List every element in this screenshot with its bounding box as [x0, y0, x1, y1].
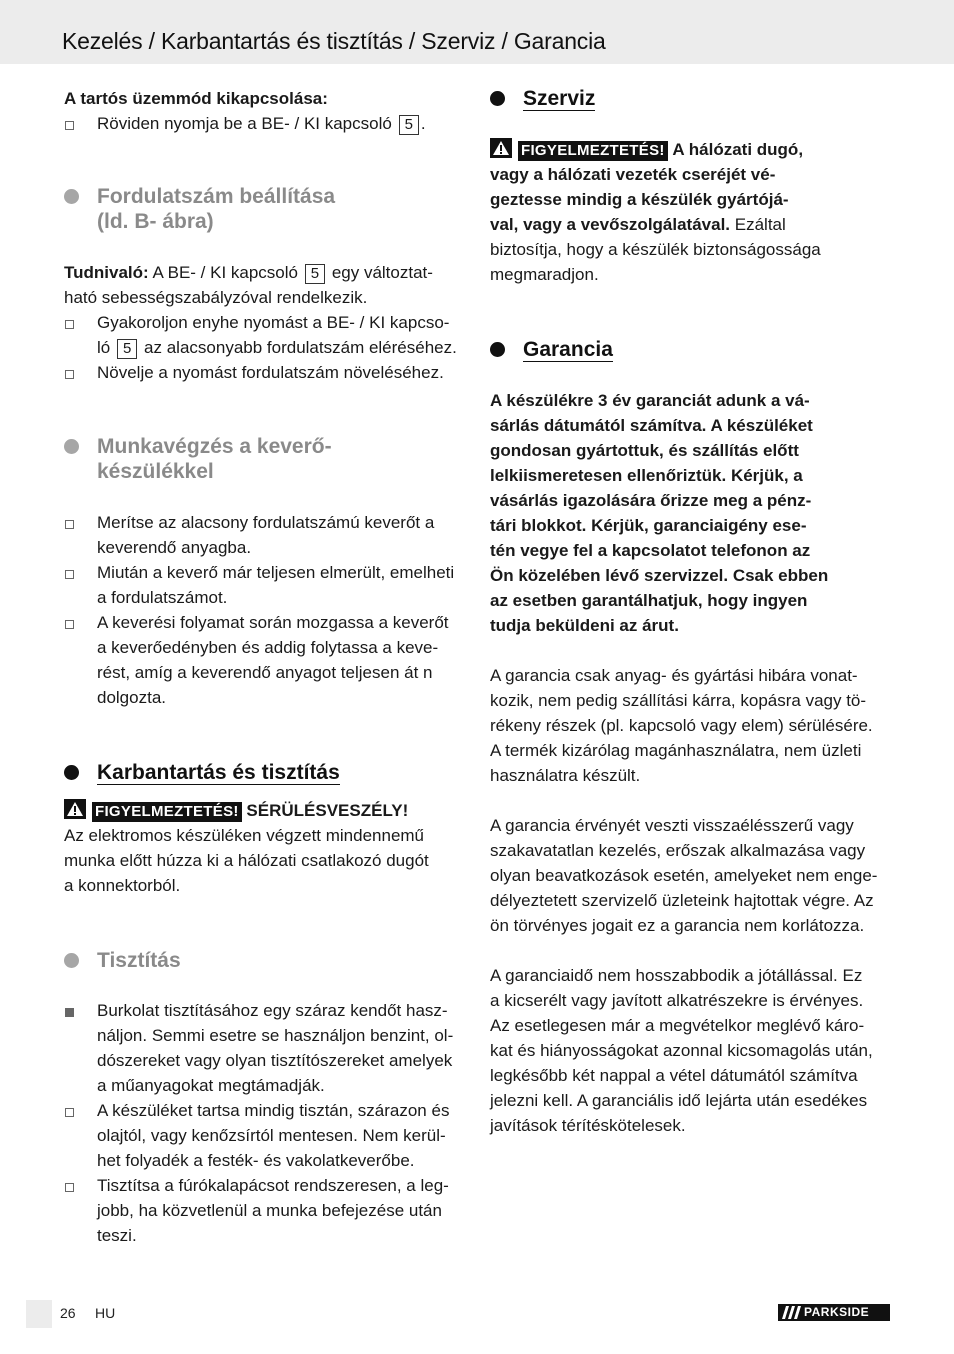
service-heading: Szerviz [490, 86, 890, 111]
speed-list [64, 310, 460, 385]
language-code: HU [95, 1305, 116, 1321]
page-title: Kezelés / Karbantartás és tisztítás / Szerviz / Garancia [62, 28, 606, 54]
cleaning-heading: Tisztítás [64, 948, 460, 973]
ref-number: 5 [399, 115, 419, 135]
right-column [490, 86, 890, 1138]
warning-label: FIGYELMEZTETÉS! [92, 802, 242, 822]
footer-marker [26, 1300, 52, 1328]
list-item: A készüléket tartsa mindig tisztán, szárazon és olajtól, vagy kenőzsírtól mentesen. Nem kerül- het folyadék a festék- és vakolatkeverőbe. [64, 1098, 460, 1173]
bullet-dot-icon [490, 91, 505, 106]
guarantee-heading: Garancia [490, 337, 890, 362]
bullet-dot-icon [64, 953, 79, 968]
warning-triangle-icon [490, 138, 512, 158]
guarantee-paragraph-2: A garancia érvényét veszti visszaélésszerű vagy szakavatatlan kezelés, erőszak alkalmazása vagy olyan beavatkozások esetén, amelyeket nem enge- délyeztetett szervizelő üzleteink hajtottak végre. Az ön törvényes jogait ez a garancia nem korlátozza. [490, 816, 878, 935]
page-number: 26 [60, 1305, 76, 1321]
cleaning-list [64, 998, 460, 1248]
left-column [64, 86, 460, 1248]
bullet-dot-icon [64, 765, 79, 780]
list-item: Merítse az alacsony fordulatszámú keverőt a keverendő anyagba. [64, 510, 460, 560]
service-warning: FIGYELMEZTETÉS! A hálózati dugó, vagy a hálózati vezeték cseréjét vé- geztesse mindig a készülék gyártójá- val, vagy a vevőszolgálatával. Ezáltal biztosítja, hogy a készülék biztonságossága megmaradjon. [490, 140, 821, 284]
list-item: Miután a keverő már teljesen elmerült, emelheti a fordulatszámot. [64, 560, 460, 610]
warning-triangle-icon [64, 799, 86, 819]
note-paragraph: Tudnivaló: A BE- / KI kapcsoló 5 egy változtat- ható sebességszabályzóval rendelkezik. [64, 263, 433, 307]
list-item: Röviden nyomja be a BE- / KI kapcsoló 5 . [64, 111, 460, 136]
guarantee-paragraph-1: A garancia csak anyag- és gyártási hibára vonat- kozik, nem pedig szállítási kárra, kopásra vagy tö- rékeny részek (pl. kapcsoló vagy elem) sérülésére. A termék kizárólag magánhasználatra, nem üzleti használatra készült. [490, 666, 873, 785]
bullet-dot-icon [64, 439, 79, 454]
mixing-list [64, 510, 460, 710]
brand-stripes-icon [782, 1306, 802, 1319]
bullet-dot-icon [64, 189, 79, 204]
ref-number: 5 [117, 339, 137, 359]
speed-heading: Fordulatszám beállítása (ld. B- ábra) [64, 184, 460, 234]
bullet-dot-icon [490, 342, 505, 357]
list-item: Növelje a nyomást fordulatszám növeléséhez. [64, 360, 460, 385]
guarantee-bold-paragraph: A készülékre 3 év garanciát adunk a vá- sárlás dátumától számítva. A készüléket gondosan gyártottuk, és szállítás előtt lelkiismeretesen ellenőriztük. Kérjük, a vásárlás igazolására őrizze meg a pénz- tári blokkot. Kérjük, garanciaigény ese- tén vegye fel a kapcsolatot telefonon az Ön közelében lévő szervizzel. Csak ebben az esetben garantálhatjuk, hogy ingyen tudja beküldeni az árut. [490, 391, 829, 635]
maintenance-heading: Karbantartás és tisztítás [64, 760, 460, 785]
ref-number: 5 [305, 264, 325, 284]
brand-logo [778, 1304, 890, 1321]
maintenance-warning: FIGYELMEZTETÉS! SÉRÜLÉSVESZÉLY! Az elektromos készüléken végzett mindennemű munka előtt húzza ki a hálózati csatlakozó dugót a konnektorból. [64, 801, 429, 895]
off-label: A tartós üzemmód kikapcsolása: [64, 89, 328, 108]
off-list [64, 111, 460, 136]
list-item: Burkolat tisztításához egy száraz kendőt hasz- náljon. Semmi esetre se használjon benzint, ol- dószereket vagy olyan tisztítószereket amelyek a műanyagokat megtámadják. [64, 998, 460, 1098]
list-item: Gyakoroljon enyhe nyomást a BE- / KI kapcso- ló 5 az alacsonyabb fordulatszám eléréséhez. [64, 310, 460, 360]
warning-label: FIGYELMEZTETÉS! [518, 141, 668, 161]
list-item: A keverési folyamat során mozgassa a keverőt a keverőedényben és addig folytassa a keve- rést, amíg a keverendő anyagot teljesen át n dolgozta. [64, 610, 460, 710]
guarantee-paragraph-3: A garanciaidő nem hosszabbodik a jótállással. Ez a kicserélt vagy javított alkatrészekre is érvényes. Az esetlegesen már a megvételkor meglévő káro- kat és hiányosságokat azonnal kicsomagolás után, legkésőbb két nappal a vétel dátumától számítva jelezni kell. A garanciális idő lejárta után esedékes javítások térítéskötelesek. [490, 966, 873, 1135]
mixing-heading: Munkavégzés a keverő- készülékkel [64, 434, 460, 484]
brand-name: PARKSIDE [804, 1305, 870, 1319]
list-item: Tisztítsa a fúrókalapácsot rendszeresen, a leg- jobb, ha közvetlenül a munka befejezése után teszi. [64, 1173, 460, 1248]
